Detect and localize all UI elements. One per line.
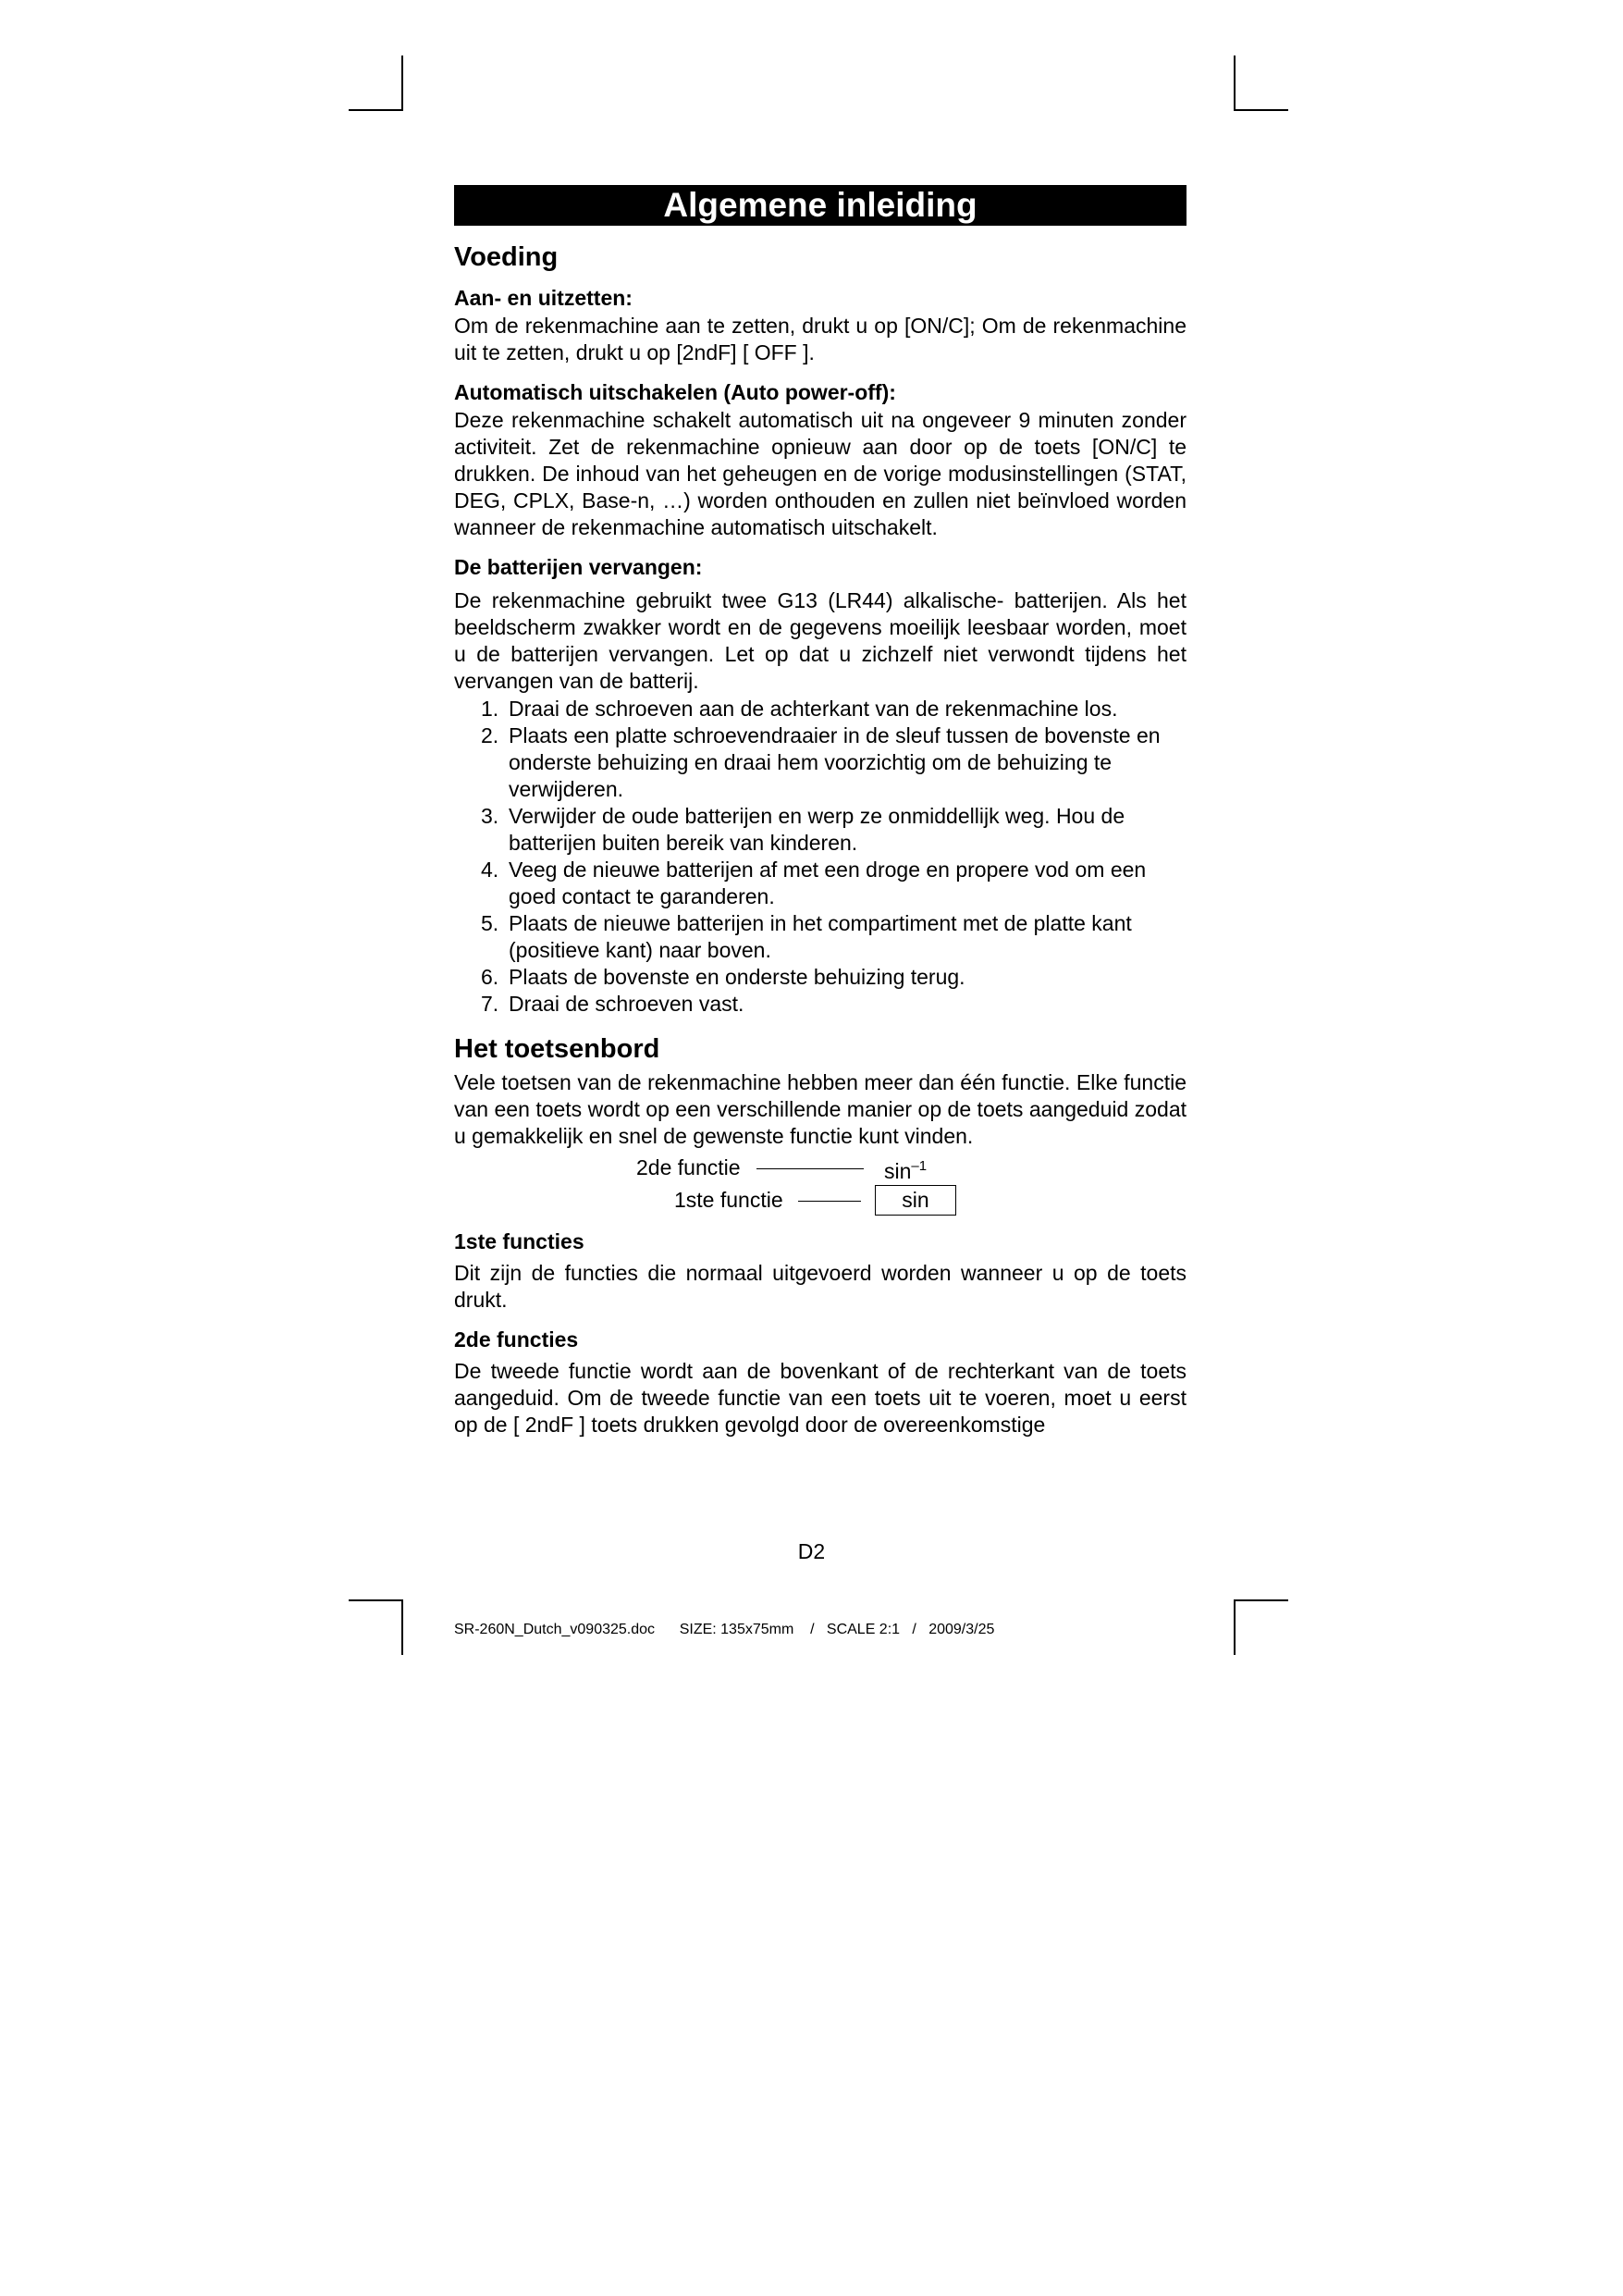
list-item-text: Plaats de bovenste en onderste behuizing terug. [509, 965, 965, 989]
list-item [454, 803, 1187, 857]
paragraph-auto-off: Deze rekenmachine schakelt automatisch uit na ongeveer 9 minuten zonder activiteit. Zet de rekenmachine opnieuw aan door op de toets [ON/C] te drukken. De inhoud van het geheugen en de vorige modusinstellingen (STAT, DEG, CPLX, Base-n, …) worden onthouden en zullen niet beïnvloed worden wanneer de rekenmachine automatisch uitschakelt. [454, 408, 1187, 539]
subheading-auto-off: Automatisch uitschakelen (Auto power-off): [454, 380, 896, 404]
list-item-number: 6. [481, 965, 499, 989]
list-item [454, 722, 1187, 803]
crop-mark-top-left-h [349, 109, 403, 111]
subheading-aan-uit: Aan- en uitzetten: [454, 286, 633, 310]
list-item-number: 3. [481, 804, 499, 828]
list-item-text: Veeg de nieuwe batterijen af met een droge en propere vod om een goed contact te garanderen. [509, 858, 1147, 908]
page-content [454, 185, 1187, 1438]
key-function-diagram [454, 1153, 1187, 1221]
list-item [454, 857, 1187, 910]
list-item-text: Verwijder de oude batterijen en werp ze onmiddellijk weg. Hou de batterijen buiten bereik van kinderen. [509, 804, 1125, 855]
paragraph-2de-functies: De tweede functie wordt aan de bovenkant of de rechterkant van de toets aangeduid. Om de tweede functie van een toets uit te voeren, moet u eerst op de [ 2ndF ] toets drukken gevolgd door de overeenkomstige [454, 1359, 1187, 1437]
label-2nd-function: 2de functie [636, 1155, 741, 1179]
subheading-2de-functies: 2de functies [454, 1327, 579, 1352]
footer-scale: SCALE 2:1 [826, 1622, 901, 1637]
footer-separator: / [810, 1622, 815, 1637]
list-item [454, 991, 1187, 1018]
page-number: D2 [797, 1539, 826, 1563]
footer-date: 2009/3/25 [928, 1622, 995, 1637]
section-heading-voeding: Voeding [454, 242, 559, 272]
list-item-number: 1. [481, 697, 499, 721]
second-function-superscript: –1 [911, 1158, 928, 1174]
leader-line-1st [798, 1201, 861, 1202]
crop-mark-top-right-h [1234, 109, 1288, 111]
page-title: Algemene inleiding [454, 185, 1187, 226]
crop-mark-bottom-right-v [1234, 1599, 1236, 1655]
list-item-number: 2. [481, 723, 499, 747]
list-item [454, 696, 1187, 722]
label-1st-function: 1ste functie [674, 1188, 783, 1212]
list-item-number: 5. [481, 911, 499, 935]
crop-mark-bottom-right-h [1234, 1599, 1288, 1601]
sin-key: sin [875, 1185, 956, 1216]
list-item-text: Draai de schroeven aan de achterkant van de rekenmachine los. [509, 697, 1118, 721]
crop-mark-bottom-left-h [349, 1599, 403, 1601]
battery-steps-list [454, 696, 1187, 1018]
subheading-batterijen: De batterijen vervangen: [454, 555, 703, 579]
list-item-text: Plaats de nieuwe batterijen in het compartiment met de platte kant (positieve kant) naar boven. [509, 911, 1132, 962]
leader-line-2nd [756, 1168, 864, 1169]
paragraph-aan-uit: Om de rekenmachine aan te zetten, drukt u op [ON/C]; Om de rekenmachine uit te zetten, drukt u op [2ndF] [ OFF ]. [454, 314, 1187, 364]
list-item-text: Draai de schroeven vast. [509, 992, 744, 1016]
crop-mark-top-right-v [1234, 56, 1236, 110]
footer-separator: / [912, 1622, 916, 1637]
list-item-number: 4. [481, 858, 499, 882]
paragraph-1ste-functies: Dit zijn de functies die normaal uitgevoerd worden wanneer u op de toets drukt. [454, 1261, 1187, 1312]
crop-mark-top-left-v [401, 56, 403, 110]
section-heading-toetsenbord: Het toetsenbord [454, 1034, 660, 1064]
list-item-number: 7. [481, 992, 499, 1016]
list-item-text: Plaats een platte schroevendraaier in de sleuf tussen de bovenste en onderste behuizing en draai hem voorzichtig om de behuizing te verwijderen. [509, 723, 1161, 801]
footer-filename: SR-260N_Dutch_v090325.doc [454, 1622, 656, 1637]
list-item [454, 964, 1187, 991]
second-function-text: sin [884, 1159, 912, 1183]
paragraph-toetsenbord: Vele toetsen van de rekenmachine hebben meer dan één functie. Elke functie van een toets wordt op een verschillende manier op de toets aangeduid zodat u gemakkelijk en snel de gewenste functie kunt vinden. [454, 1070, 1187, 1148]
subheading-1ste-functies: 1ste functies [454, 1229, 584, 1253]
crop-mark-bottom-left-v [401, 1599, 403, 1655]
footer-size: SIZE: 135x75mm [679, 1622, 794, 1637]
footer-print-info [454, 1621, 994, 1639]
paragraph-batterijen: De rekenmachine gebruikt twee G13 (LR44) alkalische- batterijen. Als het beeldscherm zwakker wordt en de gegevens moeilijk leesbaar worden, moet u de batterijen vervangen. Let op dat u zichzelf niet verwondt tijdens het vervangen van de batterij. [454, 588, 1187, 693]
list-item [454, 910, 1187, 964]
second-function-label [884, 1153, 927, 1185]
